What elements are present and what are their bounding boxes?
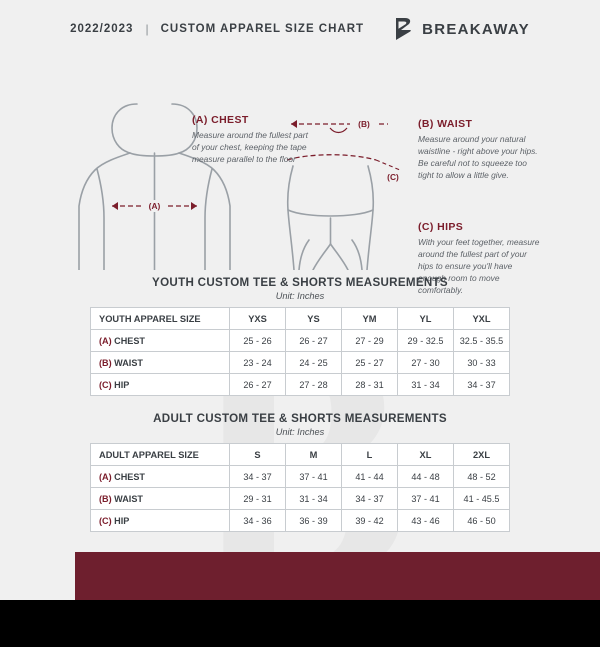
table-cell: 37 - 41 <box>398 488 454 510</box>
row-tag: (A) <box>99 471 112 482</box>
table-cell: 25 - 27 <box>342 352 398 374</box>
table-cell: 34 - 37 <box>454 374 510 396</box>
callout-hips-body: With your feet together, measure around the fullest part of your hips to ensure you'll have enough room to move comfortably. <box>418 237 540 295</box>
table-cell: 43 - 46 <box>398 510 454 532</box>
row-name: WAIST <box>114 357 143 368</box>
table-cell: 44 - 48 <box>398 466 454 488</box>
column-header: YOUTH APPAREL SIZE <box>91 308 230 330</box>
table-cell: 36 - 39 <box>286 510 342 532</box>
column-header: ADULT APPAREL SIZE <box>91 444 230 466</box>
column-header: YXS <box>230 308 286 330</box>
row-label <box>91 466 230 488</box>
table-cell: 24 - 25 <box>286 352 342 374</box>
column-header: YL <box>398 308 454 330</box>
row-name: CHEST <box>114 335 145 346</box>
row-name: HIP <box>114 515 130 526</box>
table-cell: 34 - 36 <box>230 510 286 532</box>
table-row <box>91 466 510 488</box>
callout-waist <box>418 118 540 182</box>
table-cell: 37 - 41 <box>286 466 342 488</box>
header-inner <box>70 16 530 42</box>
column-header: L <box>342 444 398 466</box>
table-header-row <box>91 308 510 330</box>
table-cell: 41 - 44 <box>342 466 398 488</box>
row-label <box>91 374 230 396</box>
table-cell: 39 - 42 <box>342 510 398 532</box>
header-separator: | <box>145 22 149 36</box>
column-header: 2XL <box>454 444 510 466</box>
youth-section-subtitle: Unit: Inches <box>275 291 325 301</box>
table-cell: 34 - 37 <box>230 466 286 488</box>
row-tag: (B) <box>99 357 112 368</box>
b-monogram-icon <box>392 16 414 42</box>
page-title: CUSTOM APPAREL SIZE CHART <box>160 23 365 35</box>
table-cell: 30 - 33 <box>454 352 510 374</box>
callout-chest-title: (A) CHEST <box>192 114 249 126</box>
table-cell: 29 - 31 <box>230 488 286 510</box>
row-tag: (C) <box>99 515 112 526</box>
footer-band <box>75 552 600 600</box>
table-row <box>91 352 510 374</box>
brand-name: BREAKAWAY <box>422 20 530 38</box>
callout-waist-body: Measure around your natural waistline - right above your hips. Be careful not to squeeze too tight to allow a little give. <box>418 134 538 180</box>
column-header: YM <box>342 308 398 330</box>
adult-size-table <box>90 443 510 532</box>
header-year: 2022/2023 <box>70 23 134 35</box>
table-cell: 32.5 - 35.5 <box>454 330 510 352</box>
table-row <box>91 330 510 352</box>
table-cell: 27 - 28 <box>286 374 342 396</box>
table-row <box>91 510 510 532</box>
table-cell: 27 - 30 <box>398 352 454 374</box>
column-header: S <box>230 444 286 466</box>
table-row <box>91 488 510 510</box>
row-name: WAIST <box>114 493 143 504</box>
table-cell: 28 - 31 <box>342 374 398 396</box>
brand-block <box>392 16 530 42</box>
table-cell: 29 - 32.5 <box>398 330 454 352</box>
row-tag: (B) <box>99 493 112 504</box>
callout-hips-title: (C) HIPS <box>418 221 464 233</box>
row-label <box>91 488 230 510</box>
callout-waist-title: (B) WAIST <box>418 118 473 130</box>
table-header-row <box>91 444 510 466</box>
table-cell: 25 - 26 <box>230 330 286 352</box>
table-cell: 31 - 34 <box>398 374 454 396</box>
row-name: HIP <box>114 379 130 390</box>
svg-text:(C): (C) <box>387 172 399 182</box>
row-tag: (A) <box>99 335 112 346</box>
table-row <box>91 374 510 396</box>
column-header: M <box>286 444 342 466</box>
row-label <box>91 330 230 352</box>
table-cell: 23 - 24 <box>230 352 286 374</box>
table-cell: 48 - 52 <box>454 466 510 488</box>
youth-section <box>0 276 600 396</box>
adult-section <box>0 412 600 532</box>
table-cell: 27 - 29 <box>342 330 398 352</box>
row-name: CHEST <box>114 471 145 482</box>
table-cell: 31 - 34 <box>286 488 342 510</box>
column-header: XL <box>398 444 454 466</box>
row-tag: (C) <box>99 379 112 390</box>
table-cell: 26 - 27 <box>286 330 342 352</box>
callout-chest <box>192 114 312 166</box>
column-header: YS <box>286 308 342 330</box>
column-header: YXL <box>454 308 510 330</box>
callout-chest-body: Measure around the fullest part of your chest, keeping the tape measure parallel to the floor <box>192 130 308 164</box>
table-cell: 34 - 37 <box>342 488 398 510</box>
svg-text:(A): (A) <box>148 201 161 211</box>
youth-size-table <box>90 307 510 396</box>
row-label <box>91 352 230 374</box>
chest-measure-line <box>112 200 197 212</box>
youth-section-title: YOUTH CUSTOM TEE & SHORTS MEASUREMENTS <box>152 276 448 289</box>
adult-section-title: ADULT CUSTOM TEE & SHORTS MEASUREMENTS <box>153 412 447 425</box>
svg-text:(B): (B) <box>358 119 370 129</box>
adult-section-subtitle: Unit: Inches <box>275 427 325 437</box>
page-header <box>0 0 600 58</box>
table-cell: 46 - 50 <box>454 510 510 532</box>
table-cell: 26 - 27 <box>230 374 286 396</box>
row-label <box>91 510 230 532</box>
table-cell: 41 - 45.5 <box>454 488 510 510</box>
